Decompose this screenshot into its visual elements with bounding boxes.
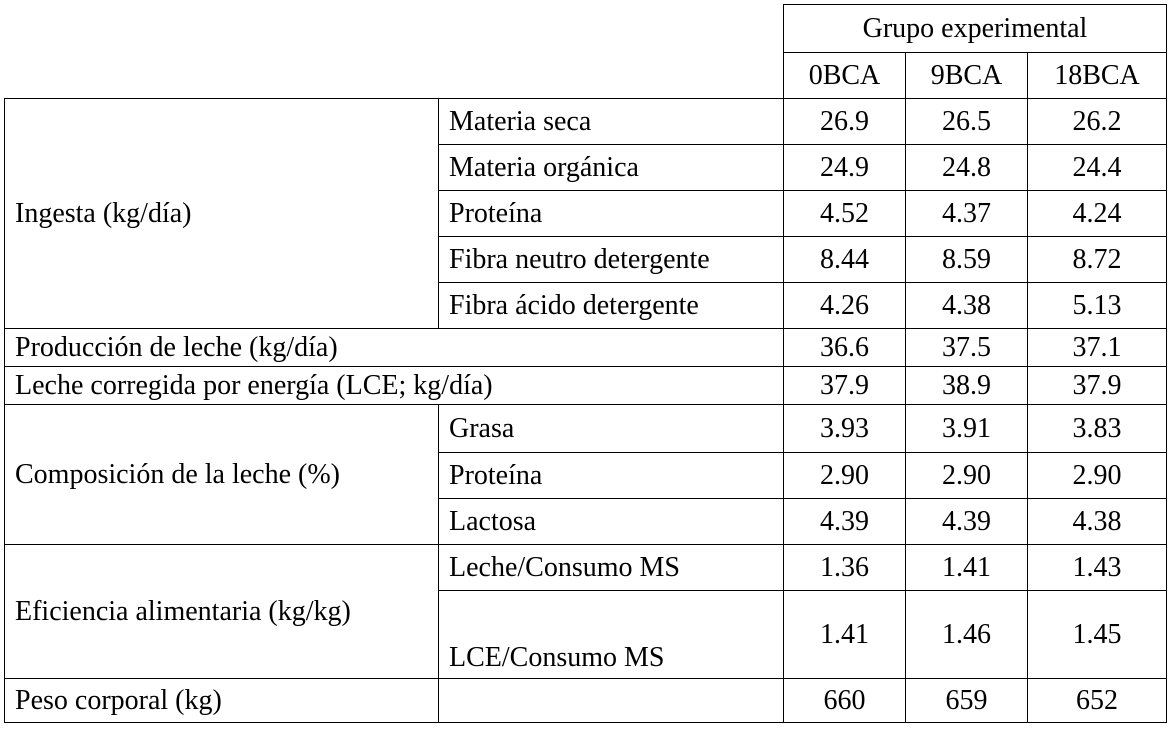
table-cell: 37.9 [1028, 367, 1167, 405]
table-cell: 8.59 [906, 237, 1028, 283]
table-cell: 26.9 [784, 99, 906, 145]
table-cell: 1.43 [1028, 545, 1167, 591]
table-cell: 37.1 [1028, 329, 1167, 367]
table-cell: 1.46 [906, 591, 1028, 679]
table-cell: 4.39 [906, 499, 1028, 545]
table-cell: 8.72 [1028, 237, 1167, 283]
table-cell: 4.38 [1028, 499, 1167, 545]
table-row [5, 99, 1167, 145]
table-cell: 38.9 [906, 367, 1028, 405]
table-cell: 8.44 [784, 237, 906, 283]
table-cell: 24.8 [906, 145, 1028, 191]
table-row [5, 545, 1167, 591]
empty-cell [439, 679, 784, 723]
row-group-label: Composición de la leche (%) [5, 405, 439, 545]
row-label: LCE/Consumo MS [439, 591, 784, 679]
table-cell: 1.41 [784, 591, 906, 679]
table-cell: 26.2 [1028, 99, 1167, 145]
row-group-label: Ingesta (kg/día) [5, 99, 439, 329]
row-label: Grasa [439, 405, 784, 453]
table-cell: 4.52 [784, 191, 906, 237]
table-cell: 37.9 [784, 367, 906, 405]
row-label: Producción de leche (kg/día) [5, 329, 784, 367]
table-row [5, 679, 1167, 723]
table-cell: 3.91 [906, 405, 1028, 453]
table-cell: 659 [906, 679, 1028, 723]
table-cell: 24.4 [1028, 145, 1167, 191]
table-cell: 37.5 [906, 329, 1028, 367]
group-header: Grupo experimental [784, 5, 1167, 53]
row-label: Proteína [439, 191, 784, 237]
table-cell: 4.38 [906, 283, 1028, 329]
row-label: Fibra ácido detergente [439, 283, 784, 329]
row-label: Materia seca [439, 99, 784, 145]
row-group-label: Eficiencia alimentaria (kg/kg) [5, 545, 439, 679]
table-cell: 2.90 [1028, 453, 1167, 499]
results-table [4, 4, 1167, 723]
header-blank [5, 5, 784, 99]
table-cell: 4.39 [784, 499, 906, 545]
table-cell: 2.90 [784, 453, 906, 499]
table-cell: 652 [1028, 679, 1167, 723]
table-row [5, 329, 1167, 367]
row-label: Leche corregida por energía (LCE; kg/día) [5, 367, 784, 405]
table-cell: 1.45 [1028, 591, 1167, 679]
table-cell: 24.9 [784, 145, 906, 191]
table-cell: 3.93 [784, 405, 906, 453]
table-cell: 26.5 [906, 99, 1028, 145]
row-label: Fibra neutro detergente [439, 237, 784, 283]
column-header-9bca: 9BCA [906, 53, 1028, 99]
row-label: Proteína [439, 453, 784, 499]
table-cell: 5.13 [1028, 283, 1167, 329]
table-cell: 3.83 [1028, 405, 1167, 453]
table-cell: 2.90 [906, 453, 1028, 499]
table-cell: 4.24 [1028, 191, 1167, 237]
row-label: Materia orgánica [439, 145, 784, 191]
table-cell: 36.6 [784, 329, 906, 367]
row-label: Leche/Consumo MS [439, 545, 784, 591]
table-cell: 4.37 [906, 191, 1028, 237]
table-row [5, 367, 1167, 405]
column-header-0bca: 0BCA [784, 53, 906, 99]
row-label: Peso corporal (kg) [5, 679, 439, 723]
table-cell: 1.41 [906, 545, 1028, 591]
table-row [5, 405, 1167, 453]
row-label: Lactosa [439, 499, 784, 545]
table-cell: 1.36 [784, 545, 906, 591]
table-cell: 4.26 [784, 283, 906, 329]
column-header-18bca: 18BCA [1028, 53, 1167, 99]
table-cell: 660 [784, 679, 906, 723]
